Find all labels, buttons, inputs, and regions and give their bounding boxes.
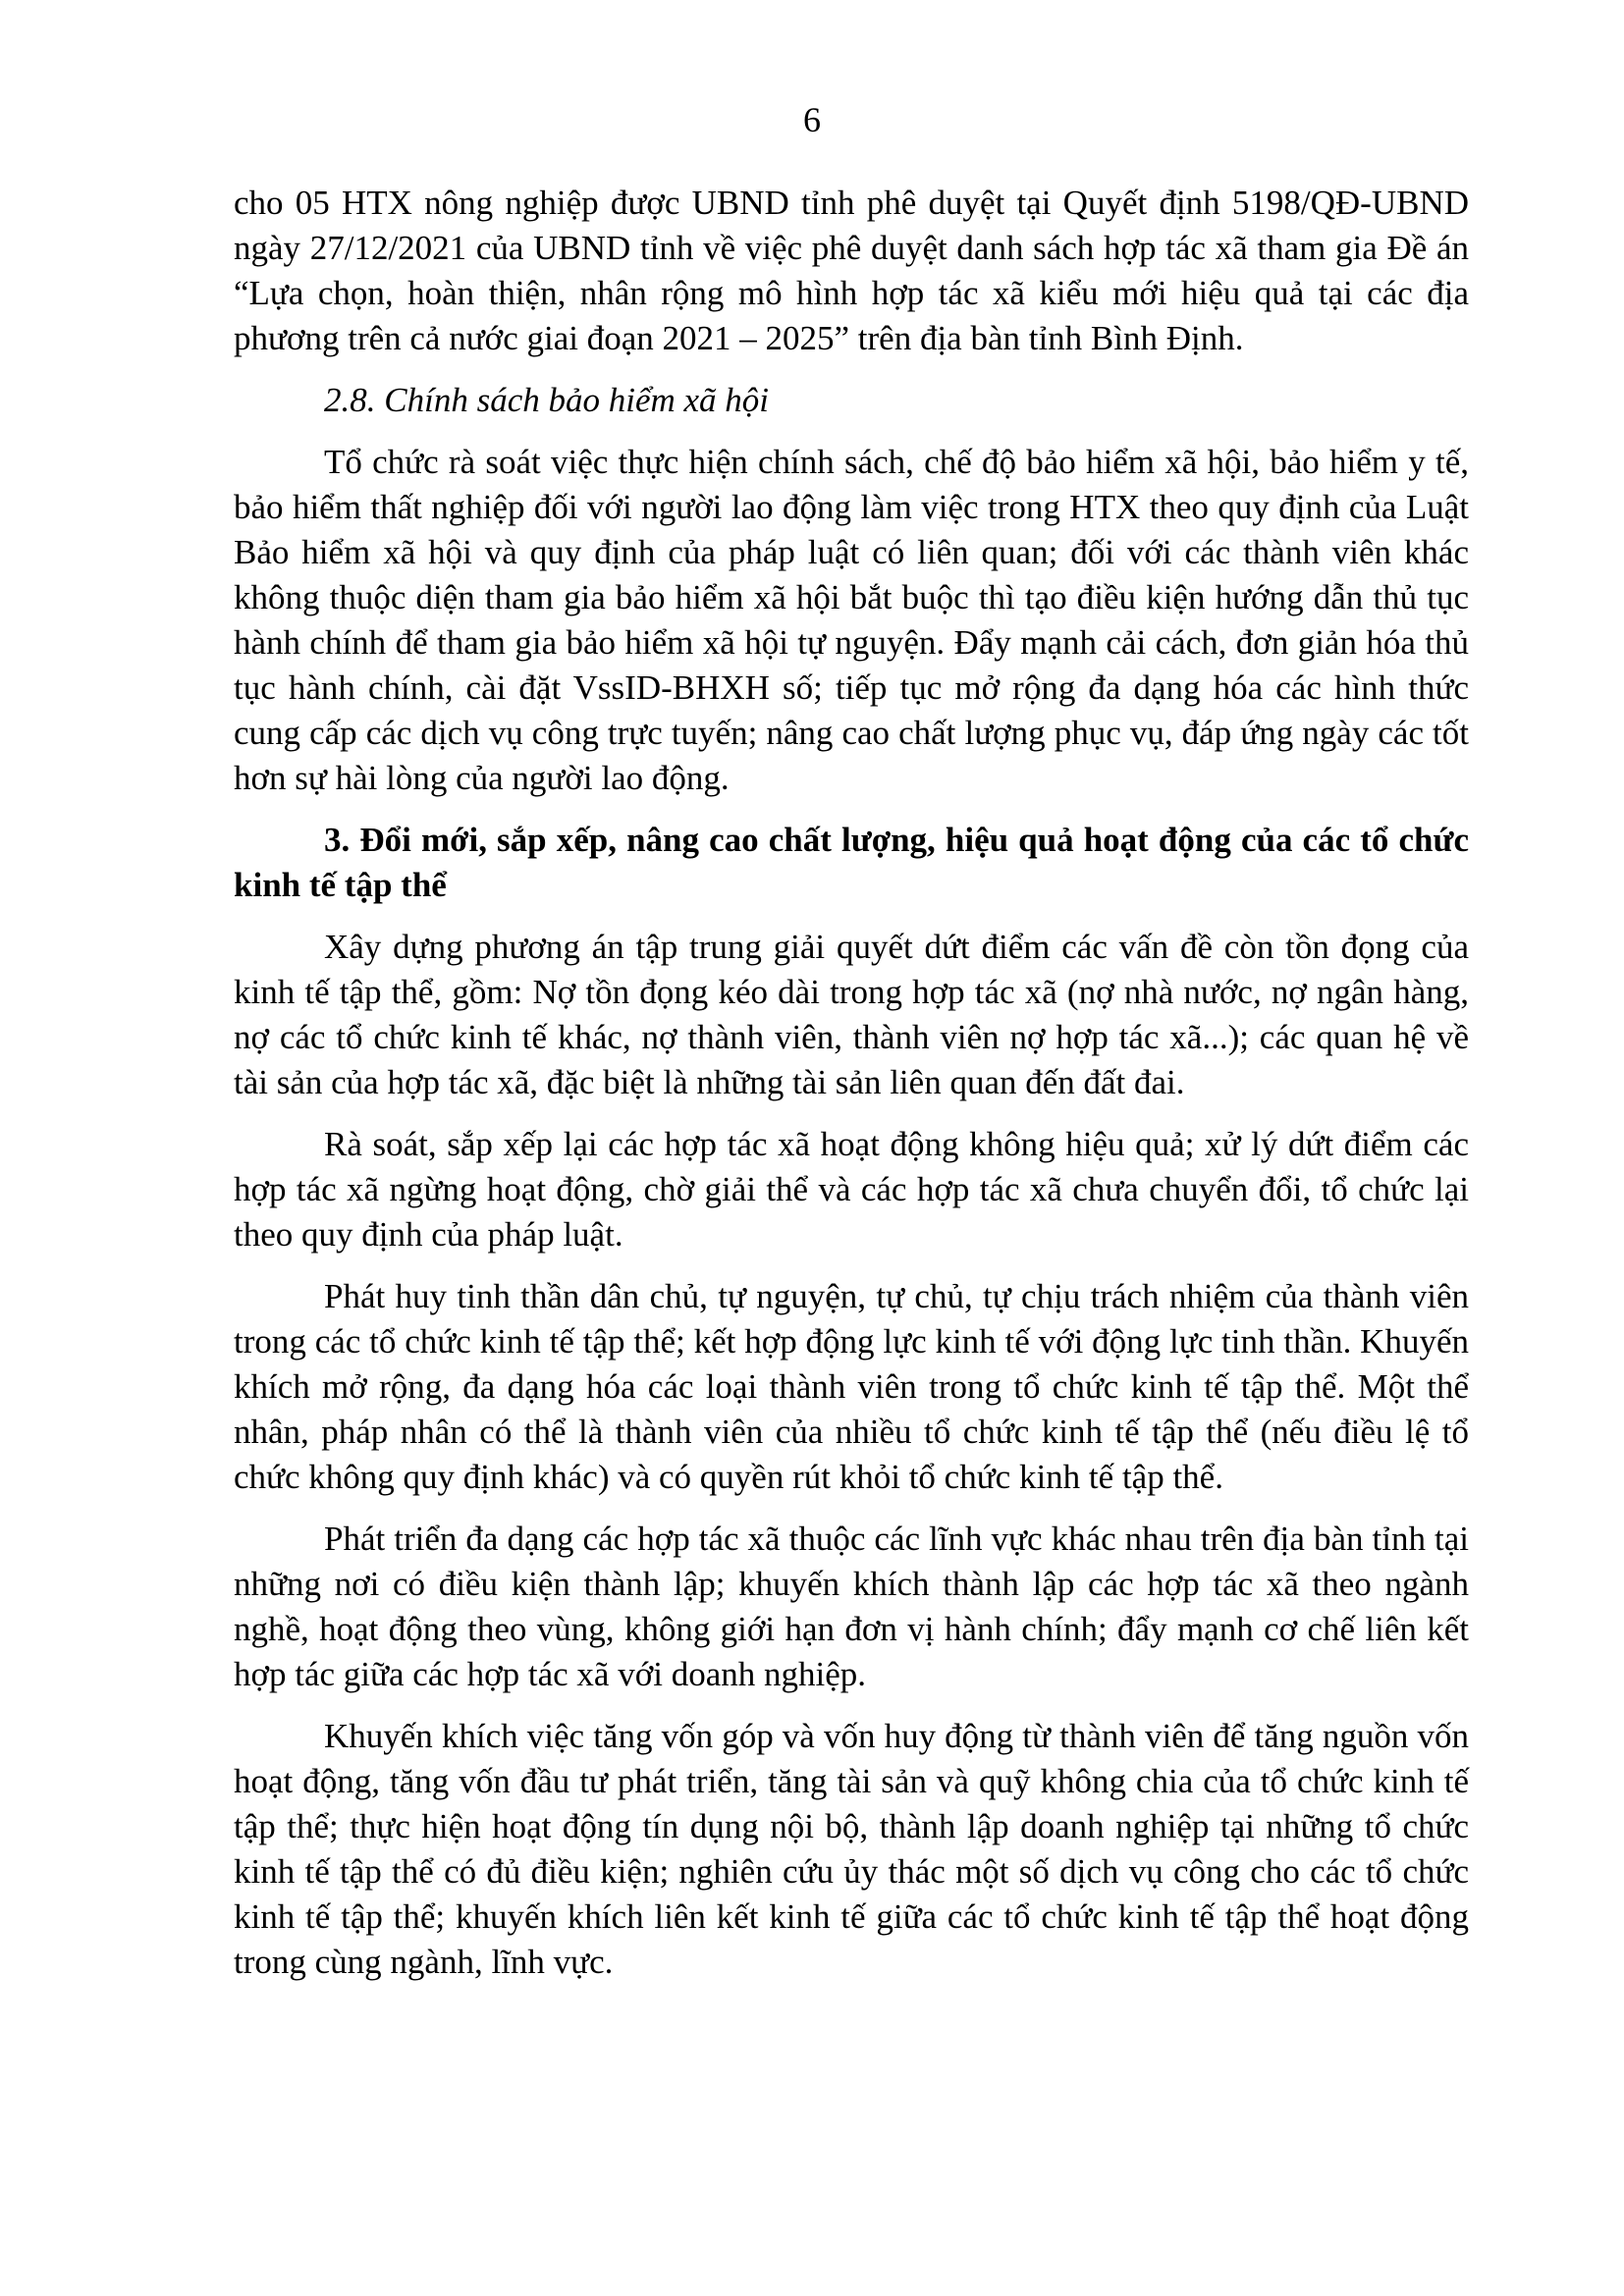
paragraph-capital: Khuyến khích việc tăng vốn góp và vốn huy động từ thành viên để tăng nguồn vốn hoạt động, tăng vốn đầu tư phát triển, tăng tài sản và quỹ không chia của tổ chức kinh tế tập thể; thực hiện hoạt động tín dụng nội bộ, thành lập doanh nghiệp tại những tổ chức kinh tế tập thể có đủ điều kiện; nghiên cứu ủy thác một số dịch vụ công cho các tổ chức kinh tế tập thể; khuyến khích liên kết kinh tế giữa các tổ chức kinh tế tập thể hoạt động trong cùng ngành, lĩnh vực. [234,1717,1469,1981]
paragraph-social-insurance: Tổ chức rà soát việc thực hiện chính sách, chế độ bảo hiểm xã hội, bảo hiểm y tế, bảo hiểm thất nghiệp đối với người lao động làm việc trong HTX theo quy định của Luật Bảo hiểm xã hội và quy định của pháp luật có liên quan; đối với các thành viên khác không thuộc diện tham gia bảo hiểm xã hội bắt buộc thì tạo điều kiện hướng dẫn thủ tục hành chính để tham gia bảo hiểm xã hội tự nguyện. Đẩy mạnh cải cách, đơn giản hóa thủ tục hành chính, cài đặt VssID-BHXH số; tiếp tục mở rộng đa dạng hóa các hình thức cung cấp các dịch vụ công trực tuyến; nâng cao chất lượng phục vụ, đáp ứng ngày các tốt hơn sự hài lòng của người lao động. [234,443,1469,797]
heading-section-3: 3. Đổi mới, sắp xếp, nâng cao chất lượng, hiệu quả hoạt động của các tổ chức kinh tế tập thể [234,821,1469,904]
paragraph-review-reorganize: Rà soát, sắp xếp lại các hợp tác xã hoạt động không hiệu quả; xử lý dứt điểm các hợp tác xã ngừng hoạt động, chờ giải thể và các hợp tác xã chưa chuyển đổi, tổ chức lại theo quy định của pháp luật. [234,1125,1469,1254]
paragraph-diverse-development: Phát triển đa dạng các hợp tác xã thuộc các lĩnh vực khác nhau trên địa bàn tỉnh tại những nơi có điều kiện thành lập; khuyến khích thành lập các hợp tác xã theo ngành nghề, hoạt động theo vùng, không giới hạn đơn vị hành chính; đẩy mạnh cơ chế liên kết hợp tác giữa các hợp tác xã với doanh nghiệp. [234,1520,1469,1693]
paragraph-continuation: cho 05 HTX nông nghiệp được UBND tỉnh phê duyệt tại Quyết định 5198/QĐ-UBND ngày 27/12/2021 của UBND tỉnh về việc phê duyệt danh sách hợp tác xã tham gia Đề án “Lựa chọn, hoàn thiện, nhân rộng mô hình hợp tác xã kiểu mới hiệu quả tại các địa phương trên cả nước giai đoạn 2021 – 2025” trên địa bàn tỉnh Bình Định. [234,184,1469,357]
page-number: 6 [803,100,821,139]
paragraph-democracy: Phát huy tinh thần dân chủ, tự nguyện, tự chủ, tự chịu trách nhiệm của thành viên trong các tổ chức kinh tế tập thể; kết hợp động lực kinh tế với động lực tinh thần. Khuyến khích mở rộng, đa dạng hóa các loại thành viên trong tổ chức kinh tế tập thể. Một thể nhân, pháp nhân có thể là thành viên của nhiều tổ chức kinh tế tập thể (nếu điều lệ tổ chức không quy định khác) và có quyền rút khỏi tổ chức kinh tế tập thể. [234,1277,1469,1496]
paragraph-outstanding-issues: Xây dựng phương án tập trung giải quyết dứt điểm các vấn đề còn tồn đọng của kinh tế tập thể, gồm: Nợ tồn đọng kéo dài trong hợp tác xã (nợ nhà nước, nợ ngân hàng, nợ các tổ chức kinh tế khác, nợ thành viên, thành viên nợ hợp tác xã...); các quan hệ về tài sản của hợp tác xã, đặc biệt là những tài sản liên quan đến đất đai. [234,928,1469,1101]
subheading-2-8: 2.8. Chính sách bảo hiểm xã hội [324,381,770,419]
document-body [234,181,1469,2002]
